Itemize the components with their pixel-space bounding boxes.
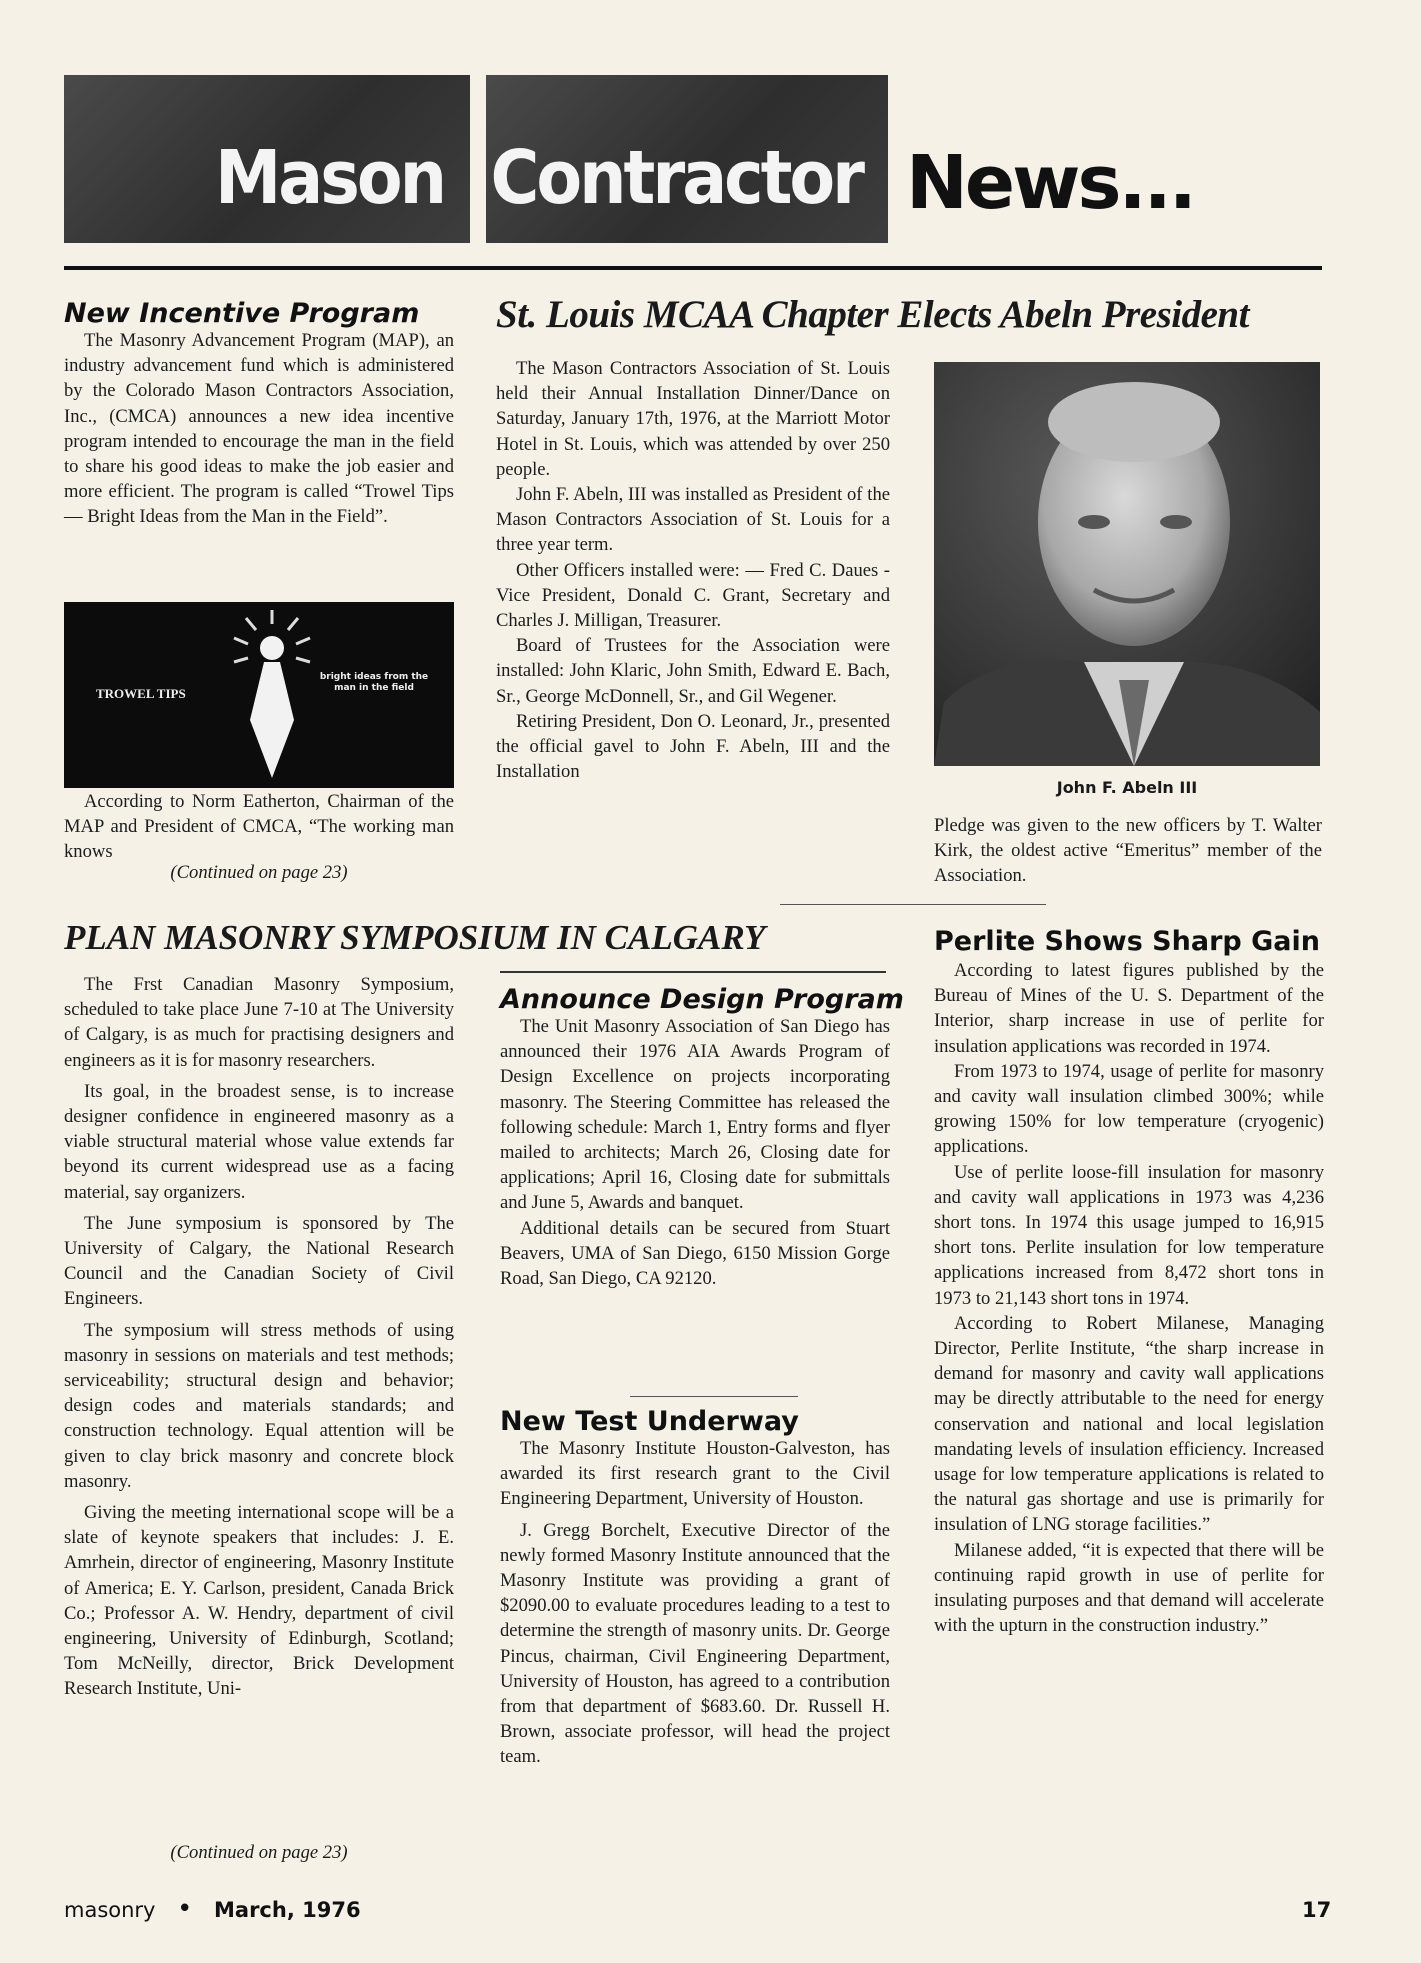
perlite-paragraph: From 1973 to 1974, usage of perlite for masonry and cavity wall insulation climbed 300%; while growing 150% for low temperature (cryogenic) applications. [934, 1060, 1324, 1158]
incentive-paragraph: The Masonry Advancement Program (MAP), an industry advancement fund which is administered by the Colorado Mason Contractors Association, Inc., (CMCA) announces a new idea incentive program intended to encourage the man in the field to share his good ideas to make the job easier and more efficient. The program is called “Trowel Tips — Bright Ideas from the Man in the Field”. [64, 330, 454, 528]
masthead-word-contractor: Contractor [490, 135, 862, 221]
footer-magazine: masonry [64, 1898, 156, 1922]
design-body [500, 1014, 890, 1291]
stlouis-body [496, 356, 890, 784]
stlouis-heading: St. Louis MCAA Chapter Elects Abeln President [496, 293, 1249, 336]
calgary-paragraph: The Frst Canadian Masonry Symposium, scheduled to take place June 7-10 at The University of Calgary, is as much for practising designers and engineers as it is for masonry researchers. [64, 974, 454, 1071]
design-rule [500, 971, 886, 973]
page-number: 17 [1302, 1898, 1332, 1922]
trowel-tips-logo [64, 602, 454, 788]
calgary-paragraph: The symposium will stress methods of using masonry in sessions on materials and test methods; serviceability; structural design and behavior; design codes and materials standards; and construction technology. Equal attention will be given to clay brick masonry and concrete block masonry. [64, 1319, 454, 1492]
bright-ideas-label: bright ideas from the man in the field [319, 672, 429, 693]
test-paragraph: J. Gregg Borchelt, Executive Director of the newly formed Masonry Institute announced that the Masonry Institute was providing a grant of $2090.00 to evaluate procedures leading to a test to determine the strength of masonry units. Dr. George Pincus, chairman, Civil Engineering Department, University of Houston, has agreed to a contribution from that department of $683.60. Dr. Russell H. Brown, associate professor, will head the project team. [500, 1519, 890, 1768]
masthead-contractor [486, 75, 888, 243]
incentive-body [64, 328, 454, 530]
incentive-paragraph: According to Norm Eatherton, Chairman of the MAP and President of CMCA, “The working man knows [64, 791, 454, 863]
calgary-heading: PLAN MASONRY SYMPOSIUM IN CALGARY [64, 918, 766, 957]
design-paragraph: The Unit Masonry Association of San Diego has announced their 1976 AIA Awards Program of Design Excellence on projects incorporating masonry. The Steering Committee has released the following schedule: March 1, Entry forms and flyer mailed to architects; March 26, Closing date for applications; April 16, Closing date for submittals and June 5, Awards and banquet. [500, 1016, 890, 1214]
incentive-continued: (Continued on page 23) [170, 862, 348, 883]
calgary-paragraph: Its goal, in the broadest sense, is to increase designer confidence in engineered masonry as a viable structural material whose value extends far beyond its current widespread use as a facing material, say organizers. [64, 1080, 454, 1203]
stlouis-paragraph: Board of Trustees for the Association were installed: John Klaric, John Smith, Edward E. Bach, Sr., George McDonnell, Sr., and Gil Wegener. [496, 635, 890, 707]
stlouis-paragraph: The Mason Contractors Association of St. Louis held their Annual Installation Dinner/Dance on Saturday, January 17th, 1976, at the Marriott Motor Hotel in St. Louis, which was attended by over 250 people. [496, 358, 890, 480]
photo-caption: John F. Abeln III [1056, 778, 1198, 797]
test-heading: New Test Underway [500, 1406, 799, 1437]
trowel-tips-label: TROWEL TIPS [96, 686, 186, 701]
footer-bullet: • [178, 1896, 192, 1920]
calgary-body [64, 972, 454, 1702]
perlite-paragraph: According to Robert Milanese, Managing Director, Perlite Institute, “the sharp increase in demand for masonry and cavity wall applications may be directly attributable to the need for energy conservation and national and local legislation mandating levels of insulation efficiency. Increased usage for low temperature applications is related to the natural gas shortage and use is primarily for insulation of LNG storage facilities.” [934, 1312, 1324, 1536]
perlite-paragraph: Use of perlite loose-fill insulation for masonry and cavity wall applications in 1973 was 4,236 short tons. In 1974 this usage jumped to 16,915 short tons. Perlite insulation for low temperature applications increased from 8,472 short tons in 1973 to 21,143 short tons in 1974. [934, 1161, 1324, 1309]
incentive-heading: New Incentive Program [64, 298, 420, 329]
stlouis-after-photo [934, 813, 1322, 889]
perlite-heading: Perlite Shows Sharp Gain [934, 926, 1320, 957]
incentive-after-logo [64, 789, 454, 865]
calgary-continued: (Continued on page 23) [170, 1842, 348, 1863]
perlite-paragraph: Milanese added, “it is expected that there will be continuing rapid growth in use of perlite for insulating purposes and that demand will accelerate with the upturn in the construction industry.” [934, 1539, 1324, 1637]
stlouis-paragraph: Pledge was given to the new officers by T. Walter Kirk, the oldest active “Emeritus” member of the Association. [934, 815, 1322, 887]
section-rule [780, 904, 1046, 905]
stlouis-paragraph: Retiring President, Don O. Leonard, Jr., presented the official gavel to John F. Abeln, III and the Installation [496, 710, 890, 783]
test-paragraph: The Masonry Institute Houston-Galveston, has awarded its first research grant to the Civil Engineering Department, University of Houston. [500, 1438, 890, 1510]
footer-date: March, 1976 [214, 1898, 361, 1922]
masthead-word-news: News... [906, 140, 1194, 226]
portrait-icon [934, 362, 1320, 766]
calgary-paragraph: The June symposium is sponsored by The University of Calgary, the National Research Council and the Canadian Society of Civil Engineers. [64, 1212, 454, 1310]
stlouis-paragraph: Other Officers installed were: — Fred C. Daues - Vice President, Donald C. Grant, Secretary and Charles J. Milligan, Treasurer. [496, 559, 890, 632]
calgary-paragraph: Giving the meeting international scope will be a slate of keynote speakers that includes: J. E. Amrhein, director of engineering, Masonry Institute of America; E. Y. Carlson, president, Canada Brick Co.; Professor A. W. Hendry, department of civil engineering, University of Edinburgh, Scotland; Tom McNeilly, director, Brick Development Research Institute, Uni- [64, 1502, 454, 1700]
test-rule [630, 1396, 798, 1397]
design-heading: Announce Design Program [500, 984, 904, 1015]
test-body [500, 1436, 890, 1770]
stlouis-paragraph: John F. Abeln, III was installed as President of the Mason Contractors Association of St. Louis for a three year term. [496, 484, 890, 556]
masthead-word-mason: Mason [215, 135, 444, 221]
perlite-body [934, 958, 1324, 1638]
masthead-mason [64, 75, 470, 243]
perlite-paragraph: According to latest figures published by the Bureau of Mines of the U. S. Department of the Interior, sharp increase in use of perlite for insulation applications was recorded in 1974. [934, 960, 1324, 1057]
masthead-rule [64, 266, 1322, 270]
portrait-photo [934, 362, 1320, 766]
design-paragraph: Additional details can be secured from Stuart Beavers, UMA of San Diego, 6150 Mission Gorge Road, San Diego, CA 92120. [500, 1217, 890, 1290]
